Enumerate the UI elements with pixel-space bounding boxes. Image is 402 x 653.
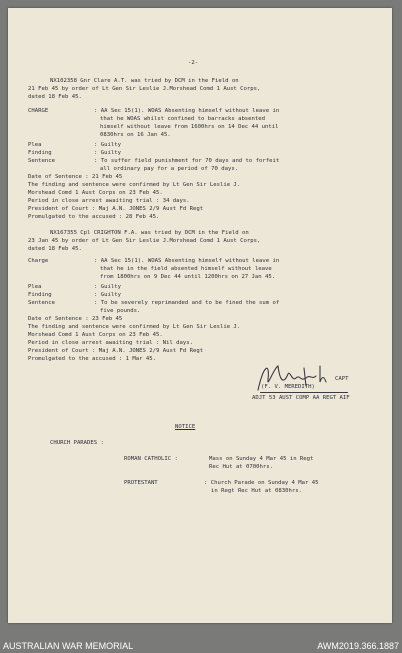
case1-tail-line: President of Court : Maj A.N. JONES 2/9 Aust Fd Regt (28, 206, 204, 212)
case2-charge-label: Charge (28, 258, 49, 264)
case2-tail-line: Promulgated to the accused : 1 Mar 45. (28, 356, 156, 362)
case2-tail-line: President of Court : Maj A.N. JONES 2/9 Aust Fd Regt (28, 348, 204, 354)
case1-finding-label: Finding (28, 150, 52, 156)
notice-heading: NOTICE (175, 424, 196, 430)
case1-plea-label: Plea (28, 142, 42, 148)
case1-tail-line: The finding and sentence were confirmed by Lt Gen Sir Leslie J. (28, 182, 241, 188)
case2-charge-line: from 1800hrs on 9 Dec 44 until 1200hrs on 27 Jan 45. (100, 274, 276, 280)
case1-sentence-label: Sentence (28, 158, 55, 164)
case2-finding-label: Finding (28, 292, 52, 298)
case1-plea: : Guilty (94, 142, 121, 148)
case2-line1: NX167355 Cpl CRIGHTON F.A. was tried by DCM in the Field on (50, 230, 249, 236)
case2-line2: 23 Jan 45 by order of Lt Gen Sir Leslie J.Morshead Comd 1 Aust Corps, (28, 238, 261, 244)
case2-tail-line: Period in close arrest awaiting trial : Nil days. (28, 340, 194, 346)
case1-tail-line: Promulgated to the accused : 28 Feb 45. (28, 214, 160, 220)
case2-sentence-line: five pounds. (100, 308, 141, 314)
notice-prot-line: in Regt Rec Hut at 0830hrs. (211, 488, 302, 494)
signature-title: ADJT 53 AUST COMP AA REGT AIF (252, 395, 350, 401)
case1-line3: dated 18 Feb 45. (28, 94, 82, 100)
footer-accession-number: AWM2019.366.1887 (317, 641, 399, 651)
notice-prot-label: PROTESTANT (124, 480, 158, 486)
case2-sentence-label: Sentence (28, 300, 55, 306)
case1-charge-line: himself without leave from 1600hrs on 14 Dec 44 until (100, 124, 279, 130)
signature-name: (F. V. MEREDITH) (261, 384, 315, 390)
footer-bar (0, 630, 402, 653)
footer-credit: AUSTRALIAN WAR MEMORIAL (3, 641, 134, 651)
case1-charge-label: CHARGE (28, 108, 49, 114)
notice-rc-line: Mass on Sunday 4 Mar 45 in Regt (209, 456, 314, 462)
case1-line1: NX102358 Gnr Clare A.T. was tried by DCM in the Field on (50, 78, 239, 84)
case2-charge-line: : AA Sec 15(1). WOAS Absenting himself without leave in (94, 258, 280, 264)
case1-charge-line: that he WOAS whilst confined to barracks absented (100, 116, 266, 122)
case1-tail-line: Date of Sentence : 21 Feb 45 (28, 174, 123, 180)
case2-tail-line: Date of Sentence : 23 Feb 45 (28, 316, 123, 322)
case2-plea-label: Plea (28, 284, 42, 290)
page-number: -2- (188, 60, 199, 66)
case2-tail-line: Morshead Comd 1 Aust Corps on 23 Feb 45. (28, 332, 163, 338)
case2-line3: dated 18 Feb 45. (28, 246, 82, 252)
case1-charge-line: 0830hrs on 16 Jan 45. (100, 132, 171, 138)
notice-prot-line: : Church Parade on Sunday 4 Mar 45 (204, 480, 319, 486)
notice-rc-line: Rec Hut at 0700hrs. (209, 464, 273, 470)
case1-tail-line: Morshead Comd 1 Aust Corps on 23 Feb 45. (28, 190, 163, 196)
case2-tail-line: The finding and sentence were confirmed by Lt Gen Sir Leslie J. (28, 324, 241, 330)
signature-rank: CAPT (335, 376, 349, 382)
case1-sentence-line: : To suffer field punishment for 70 days and to forfeit (94, 158, 280, 164)
notice-rc-label: ROMAN CATHOLIC : (124, 456, 178, 462)
case1-line2: 21 Feb 45 by order of Lt Gen Sir Leslie J.Morshead Comd 1 Aust Corps, (28, 86, 261, 92)
case1-charge-line: : AA Sec 15(1). WOAS Absenting himself without leave in (94, 108, 280, 114)
case1-sentence-line: all ordinary pay for a period of 70 days. (100, 166, 239, 172)
case1-finding: : Guilty (94, 150, 121, 156)
document-page (8, 8, 392, 623)
notice-section: CHURCH PARADES : (50, 440, 104, 446)
signature-line (260, 392, 348, 393)
case2-charge-line: that he in the field absented himself without leave (100, 266, 272, 272)
case1-tail-line: Period in close arrest awaiting trial : 34 days. (28, 198, 190, 204)
case2-sentence-line: : To be severely reprimanded and to be fined the sum of (94, 300, 280, 306)
case2-plea: : Guilty (94, 284, 121, 290)
case2-finding: : Guilty (94, 292, 121, 298)
